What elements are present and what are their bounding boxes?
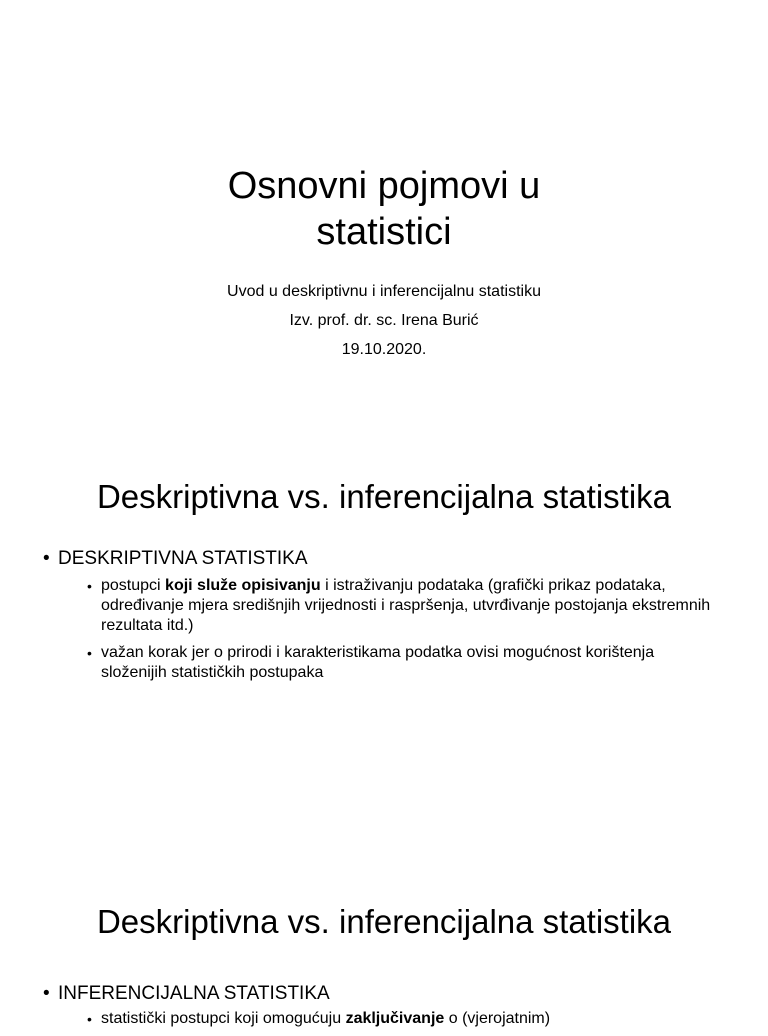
sub-bullet-dot: • [87,578,92,594]
subtitle-block [0,277,768,364]
slide-title: Deskriptivna vs. inferencijalna statistika [96,478,672,515]
sub-bullet-list [87,1009,721,1036]
course-name: Uvod u deskriptivnu i inferencijalnu statistiku [227,283,541,300]
descriptive-slide [0,425,768,850]
sub-bullet-text-c: o (vjerojatnim) [444,1010,551,1027]
sub-bullet-list [87,576,721,690]
bullet-dot: • [43,983,50,1004]
title-slide [0,0,768,425]
bullet-text: INFERENCIJALNA STATISTIKA [58,983,330,1004]
sub-bullet-dot: • [87,645,92,661]
bullet-text: DESKRIPTIVNA STATISTIKA [58,548,308,569]
sub-bullet-emphasis: opisivanju [241,577,321,594]
author-prefix: Izv. prof. dr. sc. [289,312,402,329]
sub-bullet-text: važan korak jer o prirodi i karakteristikama podatka ovisi mogućnost korištenja složenijih statističkih postupaka [101,644,655,681]
slide-title: Deskriptivna vs. inferencijalna statistika [96,903,672,940]
author-line [0,306,768,335]
sub-bullet-text-a: statistički postupci koji omogućuju [101,1010,346,1027]
author-name: Irena Burić [401,312,479,329]
sub-bullet-text-a: postupci [101,577,166,594]
title-line-1: Osnovni pojmovi u [227,165,541,207]
sub-bullet-text-b: koji služe [165,577,242,594]
sub-bullet-text-d: i istraživanju podataka (grafički prikaz podataka, određivanje mjera središnjih vrijednosti i raspršenja, utvrđivanje postojanja ekstremnih rezultata itd.) [101,577,711,634]
title-line-2: statistici [316,211,452,253]
sub-bullet [87,643,721,683]
inferential-slide [0,850,768,1027]
sub-bullet-emphasis: zaključivanje [345,1010,445,1027]
presentation-date: 19.10.2020. [341,341,427,358]
presentation-title [0,163,768,255]
bullet-level-1 [43,982,330,1006]
sub-bullet-dot: • [87,1011,92,1027]
sub-bullet [87,1009,721,1029]
bullet-level-1 [43,547,308,571]
bullet-dot: • [43,548,50,569]
sub-bullet [87,576,721,636]
